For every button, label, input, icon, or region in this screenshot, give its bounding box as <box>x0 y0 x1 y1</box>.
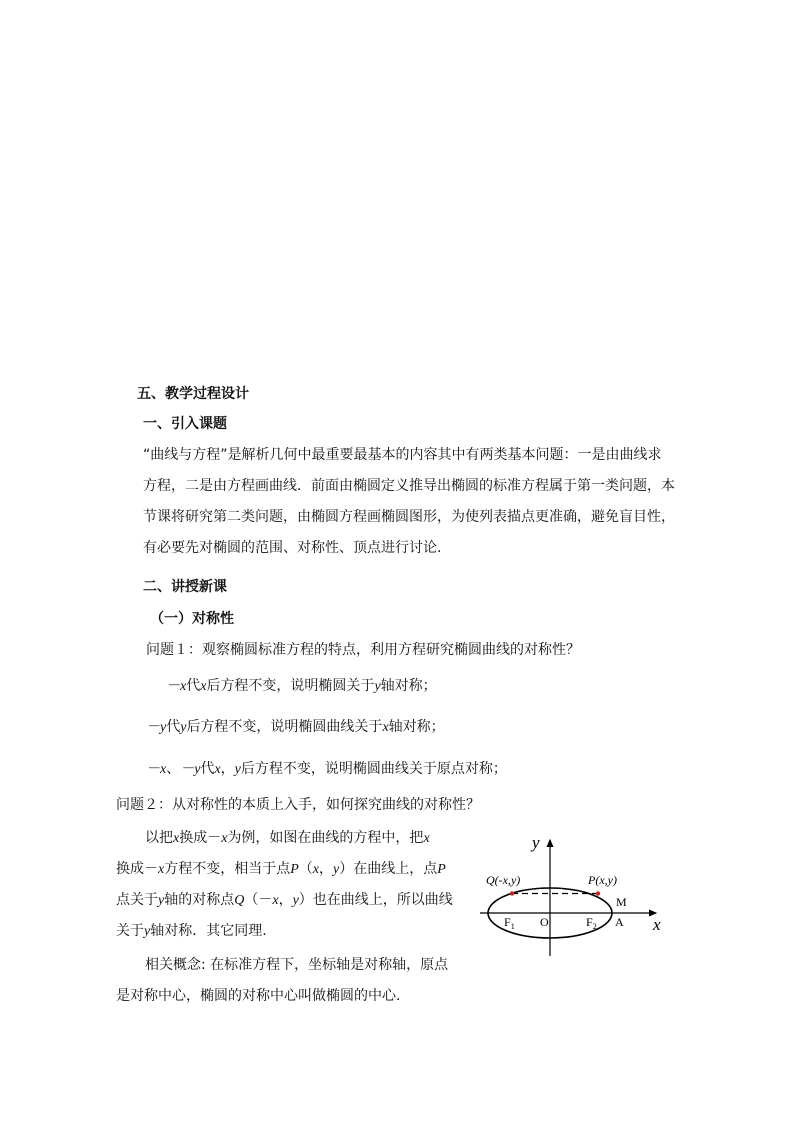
text: （－ <box>244 892 273 908</box>
expr: －y <box>180 762 201 777</box>
text: 代 <box>166 719 181 735</box>
text: 为例，如图在曲线的方程中，把 <box>227 830 424 846</box>
f2-subscript: 2 <box>592 922 597 931</box>
point-q <box>510 891 514 895</box>
text: 代 <box>200 761 215 777</box>
q-label: Q(-x,y) <box>486 873 521 887</box>
var: y <box>234 762 241 777</box>
text: 轴对称； <box>388 719 445 735</box>
var: P <box>437 862 446 877</box>
question-1: 问题１：观察椭圆标准方程的特点，利用方程研究椭圆曲线的对称性？ <box>146 642 580 658</box>
intro-paragraph-line-2: 方程，二是由方程画曲线．前面由椭圆定义推导出椭圆的标准方程属于第一类问题，本 <box>143 478 675 494</box>
var: x <box>221 831 228 846</box>
ellipse-figure <box>476 828 676 963</box>
text: 代 <box>186 678 201 694</box>
text: 轴对称．其它同理. <box>150 923 267 939</box>
f2-letter: F <box>586 915 593 929</box>
var: x <box>272 893 279 908</box>
f1-label <box>504 915 515 931</box>
concept-line-1: 相关概念: 在标准方程下，坐标轴是对称轴，原点 <box>145 957 449 973</box>
text: 后方程不变，说明椭圆关于 <box>206 678 375 694</box>
f2-label <box>586 915 597 931</box>
var: y <box>292 893 299 908</box>
f1-letter: F <box>504 915 511 929</box>
point-p <box>596 891 600 895</box>
var: y <box>158 893 165 908</box>
text: ， <box>278 892 293 908</box>
explain-line-1 <box>145 829 430 848</box>
intro-paragraph-line-3: 节课将研究第二类问题，由椭圆方程画椭圆图形，为使列表描点更准确，避免盲目性， <box>143 509 675 525</box>
text: 轴对称； <box>380 678 437 694</box>
text: ， <box>220 761 235 777</box>
intro-paragraph-line-1: “曲线与方程”是解析几何中最重要最基本的内容其中有两类基本问题：一是由曲线求 <box>143 447 662 463</box>
var: y <box>180 720 187 735</box>
concept-line-2: 是对称中心，椭圆的对称中心叫做椭圆的中心. <box>116 988 401 1004</box>
f1-subscript: 1 <box>510 922 515 931</box>
var: x <box>200 679 207 694</box>
text: ， <box>319 861 333 877</box>
intro-heading: 一、引入课题 <box>143 416 227 432</box>
text: 后方程不变，说明椭圆曲线关于 <box>186 719 383 735</box>
explain-line-2 <box>116 860 446 879</box>
intro-paragraph-line-4: 有必要先对椭圆的范围、对称性、顶点进行讨论. <box>143 540 442 556</box>
symmetry-y-line <box>166 677 437 696</box>
var: y <box>144 924 151 939</box>
text: 换成－ <box>179 830 222 846</box>
text: 方程不变，相当于点 <box>164 861 291 877</box>
text: 以把 <box>145 830 173 846</box>
text: 后方程不变，说明椭圆曲线关于原点对称； <box>240 761 507 777</box>
a-label: A <box>615 915 624 929</box>
m-label: M <box>616 895 627 909</box>
x-axis-label: x <box>653 915 661 934</box>
var: x <box>382 720 389 735</box>
symmetry-origin-line <box>146 760 507 779</box>
text: 点关于 <box>116 892 158 908</box>
p-label: P(x,y) <box>588 873 617 887</box>
text: 轴的对称点 <box>164 892 235 908</box>
text: 关于 <box>116 923 144 939</box>
expr: －x <box>146 762 167 777</box>
symmetry-heading: （一）对称性 <box>150 611 234 627</box>
text: ）在曲线上，点 <box>339 861 438 877</box>
explain-line-3 <box>116 891 453 910</box>
text: ）也在曲线上，所以曲线 <box>298 892 453 908</box>
expr: －y <box>146 720 167 735</box>
origin-label: O <box>540 915 549 929</box>
text: （ <box>298 861 313 877</box>
text: 换成－ <box>116 861 158 877</box>
var: x <box>312 862 319 877</box>
expr: －x <box>166 679 187 694</box>
var: P <box>290 862 299 877</box>
symmetry-x-line <box>146 718 445 737</box>
text: 、 <box>166 761 181 777</box>
main-heading: 五、教学过程设计 <box>137 386 249 402</box>
var: Q <box>234 893 245 908</box>
explain-line-4 <box>116 922 267 941</box>
var: x <box>423 831 430 846</box>
var: x <box>173 831 180 846</box>
question-2: 问题２：从对称性的本质上入手，如何探究曲线的对称性？ <box>116 797 480 813</box>
var: y <box>374 679 381 694</box>
var: x <box>214 762 221 777</box>
var: y <box>333 862 340 877</box>
var: x <box>158 862 165 877</box>
new-lesson-heading: 二、讲授新课 <box>143 579 227 595</box>
y-axis-label: y <box>532 833 540 852</box>
